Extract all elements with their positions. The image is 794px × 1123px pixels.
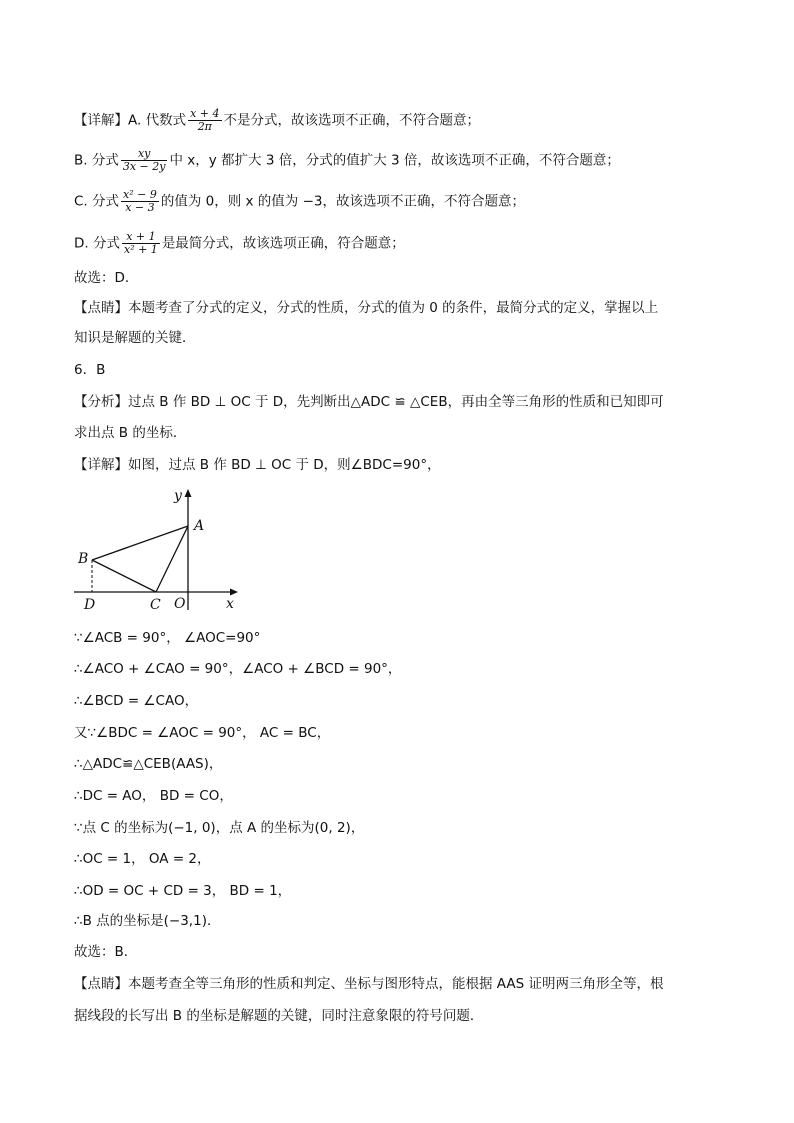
coordinate-figure xyxy=(70,484,245,614)
step-4: 又∵∠BDC = ∠AOC = 90°， AC = BC， xyxy=(74,725,331,741)
comment-6-line1: 【点睛】本题考查全等三角形的性质和判定、坐标与图形特点，能根据 AAS 证明两三角形全等，根 xyxy=(74,976,664,992)
option-a-prefix: 【详解】A. 代数式 xyxy=(74,112,187,129)
analysis-6-line1: 【分析】过点 B 作 BD ⊥ OC 于 D，先判断出△ADC ≌ △CEB，再由全等三角形的性质和已知即可 xyxy=(74,394,664,410)
fraction-d-numerator: x + 1 xyxy=(122,231,160,244)
fraction-c-numerator: x² − 9 xyxy=(123,188,157,201)
detail-option-a xyxy=(74,108,734,133)
fraction-b-denominator: 3x − 2y xyxy=(122,160,166,173)
option-d-prefix: D. 分式 xyxy=(74,235,120,252)
label-o: O xyxy=(174,596,186,612)
option-d-suffix: 是最简分式，故该选项正确，符合题意； xyxy=(161,235,405,252)
step-10: ∴B 点的坐标是(−3,1)． xyxy=(74,913,221,929)
step-9: ∴OD = OC + CD = 3， BD = 1， xyxy=(74,883,292,899)
option-b-prefix: B. 分式 xyxy=(74,152,119,169)
label-x: x xyxy=(226,596,234,612)
step-2: ∴∠ACO + ∠CAO = 90°，∠ACO + ∠BCD = 90°， xyxy=(74,661,402,677)
x-axis-arrow-icon xyxy=(230,589,238,596)
fraction-b-numerator: xy xyxy=(121,148,168,161)
fraction-b xyxy=(121,148,168,173)
option-c-suffix: 的值为 0，则 x 的值为 −3，故该选项不正确，不符合题意； xyxy=(160,193,525,210)
question-6-answer: 6．B xyxy=(74,362,106,378)
segment-bc xyxy=(92,560,156,592)
fraction-d-denominator: x² + 1 xyxy=(123,243,158,256)
fraction-a-numerator: x + 4 xyxy=(190,107,220,120)
step-6: ∴DC = AO， BD = CO， xyxy=(74,788,233,804)
detail-6-intro: 【详解】如图，过点 B 作 BD ⊥ OC 于 D，则∠BDC=90°， xyxy=(74,457,441,473)
detail-option-c xyxy=(74,189,734,214)
label-a: A xyxy=(194,518,205,534)
fraction-a-denominator: 2π xyxy=(197,120,212,133)
choice-6: 故选：B． xyxy=(74,944,138,960)
comment-6-line2: 据线段的长写出 B 的坐标是解题的关键，同时注意象限的符号问题． xyxy=(74,1008,484,1024)
fraction-d xyxy=(122,231,160,256)
label-y: y xyxy=(174,488,182,504)
fraction-c xyxy=(121,189,159,214)
step-1: ∵∠ACB = 90°， ∠AOC=90° xyxy=(74,630,261,646)
label-d: D xyxy=(84,597,96,613)
y-axis-arrow-icon xyxy=(185,489,192,497)
choice-5: 故选：D． xyxy=(74,270,139,286)
step-8: ∴OC = 1， OA = 2， xyxy=(74,851,211,867)
label-b: B xyxy=(78,551,89,567)
option-a-suffix: 不是分式，故该选项不正确，不符合题意； xyxy=(223,112,481,129)
step-5: ∴△ADC≌△CEB(AAS)， xyxy=(74,756,223,772)
step-3: ∴∠BCD = ∠CAO， xyxy=(74,693,199,709)
option-b-suffix: 中 x，y 都扩大 3 倍，分式的值扩大 3 倍，故该选项不正确，不符合题意； xyxy=(169,152,620,169)
step-7: ∵点 C 的坐标为(−1, 0)，点 A 的坐标为(0, 2)， xyxy=(74,820,365,836)
label-c: C xyxy=(150,597,161,613)
comment-5-line1: 【点睛】本题考查了分式的定义，分式的性质，分式的值为 0 的条件，最简分式的定义，掌握以上 xyxy=(74,300,659,316)
analysis-6-line2: 求出点 B 的坐标． xyxy=(74,425,187,441)
option-c-prefix: C. 分式 xyxy=(74,193,120,210)
fraction-a xyxy=(188,108,221,133)
comment-5-line2: 知识是解题的关键． xyxy=(74,330,196,346)
detail-option-b xyxy=(74,148,734,173)
fraction-c-denominator: x − 3 xyxy=(125,201,155,214)
detail-option-d xyxy=(74,231,734,256)
